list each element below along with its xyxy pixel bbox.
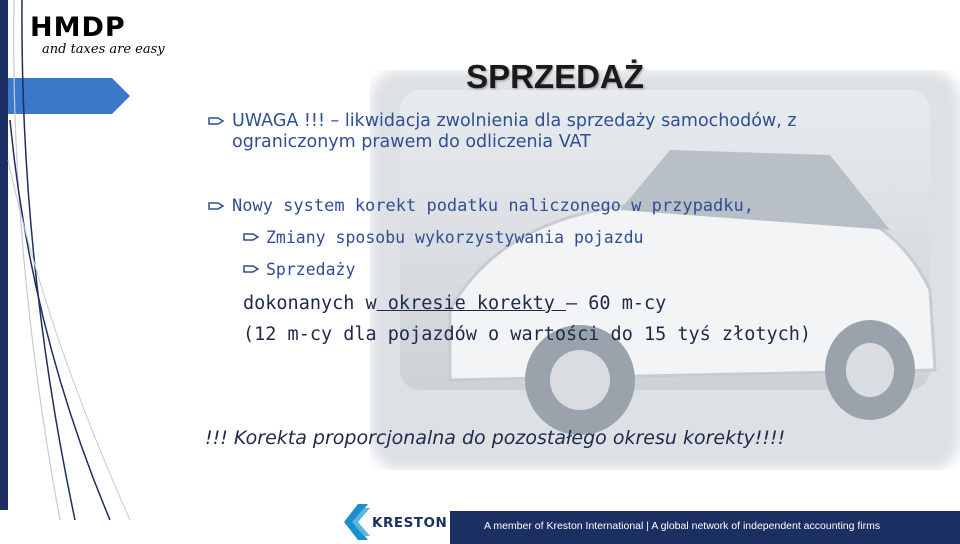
decorative-curves [0,0,140,520]
logo-tagline: and taxes are easy [42,42,165,57]
slide-title: SPRZEDAŻ [466,58,644,95]
okres-korekty-pre: dokonanych w [243,293,377,314]
okres-korekty-post: – 60 m-cy [566,293,667,314]
arrow-bullet-icon [243,232,259,242]
footnote-korekta: !!! Korekta proporcjonalna do pozostałego okresu korekty!!!! [205,427,786,449]
footer-network-text: A member of Kreston International | A global network of independent accounting firms [484,520,881,532]
okres-korekty-underlined: okresie korekty [376,293,567,314]
kreston-logo-text: KRESTON [372,515,448,531]
logo-brand-text: HMDP [30,12,126,43]
arrow-bullet-icon [208,201,224,211]
okres-korekty-line [243,293,666,314]
bullet-uwaga-line2: ograniczonym prawem do odliczenia VAT [232,132,591,152]
arrow-bullet-icon [208,116,224,126]
subbullet-sprzedazy: Sprzedaży [266,260,356,279]
arrow-bullet-icon [243,264,259,274]
bullet-uwaga-line1: UWAGA !!! – likwidacja zwolnienia dla sprzedaży samochodów, z [232,111,797,131]
bullet-nowy-system: Nowy system korekt podatku naliczonego w przypadku, [232,196,754,216]
wartosc-line: (12 m-cy dla pojazdów o wartości do 15 tyś złotych) [243,324,812,345]
hmdp-logo [30,14,180,64]
subbullet-zmiany: Zmiany sposobu wykorzystywania pojazdu [266,228,644,247]
